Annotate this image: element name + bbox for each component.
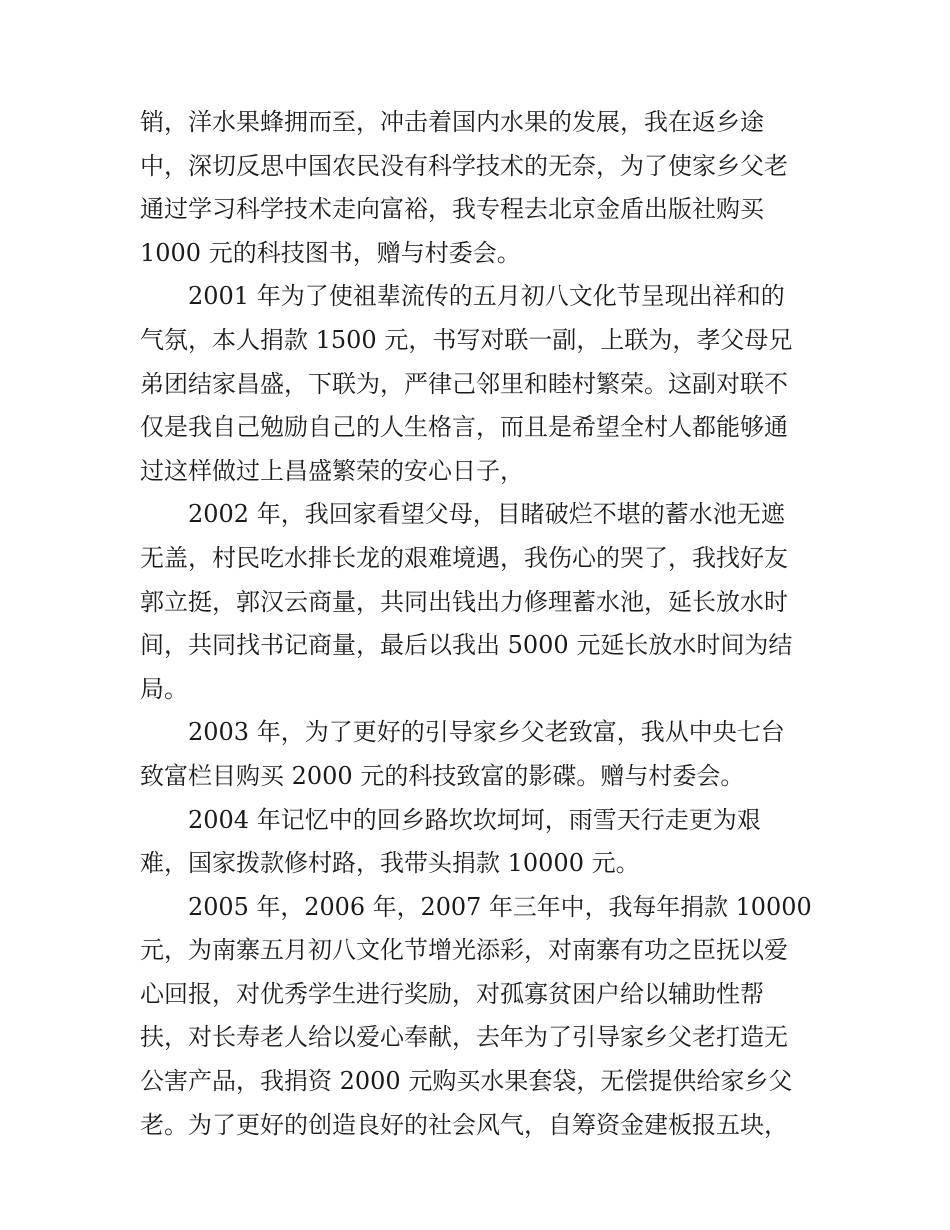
paragraph-first-line: 2004 年记忆中的回乡路坎坎坷坷，雨雪天行走更为艰: [188, 805, 761, 834]
paragraph-first-line: 2001 年为了使祖辈流传的五月初八文化节呈现出祥和的: [188, 282, 785, 311]
text-line: 过这样做过上昌盛繁荣的安心日子，: [140, 456, 524, 485]
paragraph-first-line: 2005 年，2006 年，2007 年三年中，我每年捐款 10000: [188, 892, 812, 921]
text-line: 间，共同找书记商量，最后以我出 5000 元延长放水时间为结: [140, 631, 793, 660]
text-line: 局。: [140, 674, 188, 703]
paragraph-first-line: 2002 年，我回家看望父母，目睹破烂不堪的蓄水池无遮: [188, 500, 785, 529]
text-line: 心回报，对优秀学生进行奖励，对孤寡贫困户给以辅助性帮: [140, 979, 764, 1008]
text-line: 元，为南寨五月初八文化节增光添彩，对南寨有功之臣抚以爱: [140, 936, 788, 965]
text-line: 气氛，本人捐款 1500 元，书写对联一副，上联为，孝父母兄: [140, 325, 793, 354]
text-line: 弟团结家昌盛，下联为，严律己邻里和睦村繁荣。这副对联不: [140, 369, 788, 398]
text-line: 中，深切反思中国农民没有科学技术的无奈，为了使家乡父老: [140, 151, 788, 180]
document-body: [140, 101, 812, 1147]
text-line: 公害产品，我捐资 2000 元购买水果套袋，无偿提供给家乡父: [140, 1067, 793, 1096]
text-line: 郭立挺，郭汉云商量，共同出钱出力修理蓄水池，延长放水时: [140, 587, 788, 616]
paragraph-first-line: 2003 年，为了更好的引导家乡父老致富，我从中央七台: [188, 718, 785, 747]
text-line: 扶，对长寿老人给以爱心奉献，去年为了引导家乡父老打造无: [140, 1023, 788, 1052]
text-line: 1000 元的科技图书，赠与村委会。: [140, 238, 521, 267]
text-line: 老。为了更好的创造良好的社会风气，自筹资金建板报五块，: [140, 1110, 788, 1139]
text-line: 难，国家拨款修村路，我带头捐款 10000 元。: [140, 849, 640, 878]
text-line: 无盖，村民吃水排长龙的艰难境遇，我伤心的哭了，我找好友: [140, 543, 788, 572]
text-line: 销，洋水果蜂拥而至，冲击着国内水果的发展，我在返乡途: [140, 108, 764, 136]
text-line: 仅是我自己勉励自己的人生格言，而且是希望全村人都能够通: [140, 413, 788, 442]
text-line: 致富栏目购买 2000 元的科技致富的影碟。赠与村委会。: [140, 761, 745, 790]
text-line: 通过学习科学技术走向富裕，我专程去北京金盾出版社购买: [140, 195, 764, 224]
